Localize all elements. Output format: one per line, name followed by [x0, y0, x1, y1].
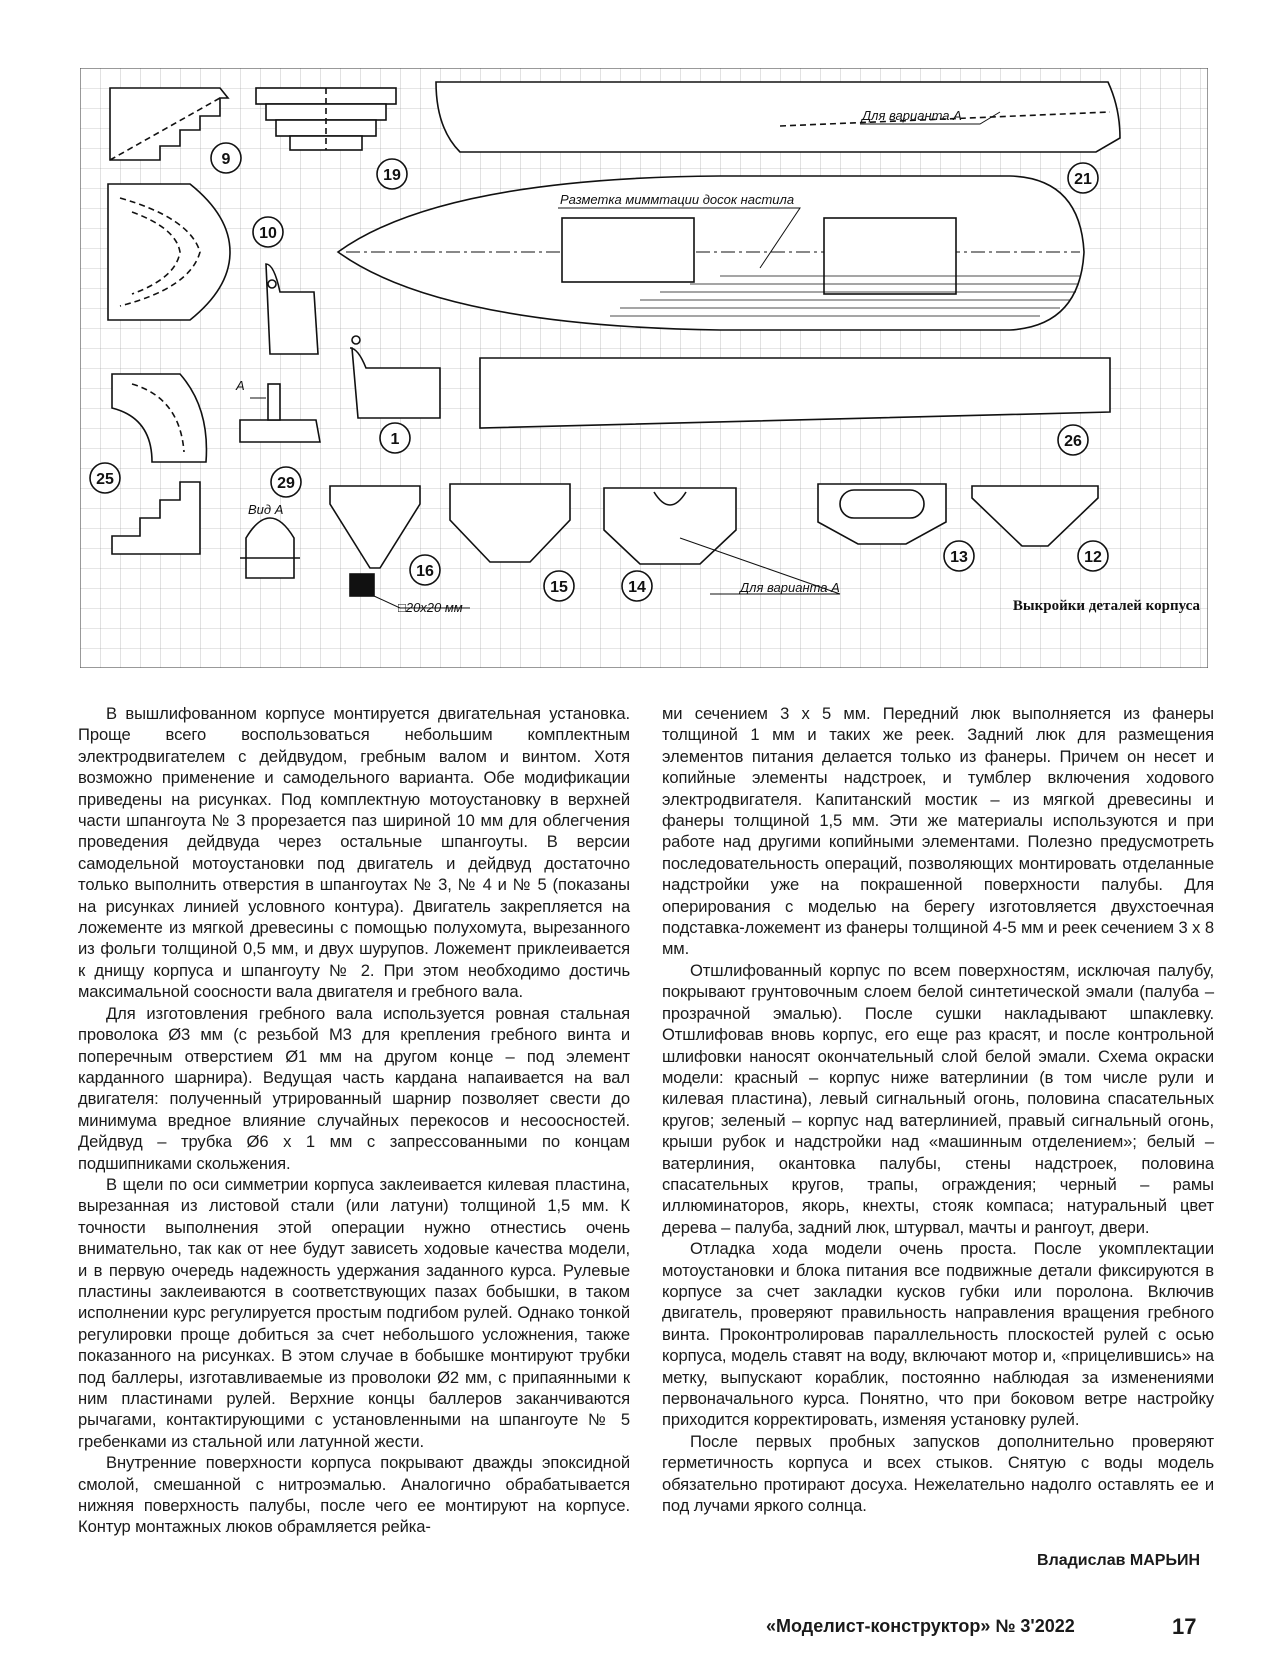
journal-title: «Моделист-конструктор» № 3'2022 — [766, 1616, 1075, 1636]
label-arrow-a: А — [236, 378, 245, 393]
article-right-column — [662, 703, 1214, 1516]
paragraph: Внутренние поверхности корпуса покрывают дважды эпоксидной смолой, смешанной с нитроэмалью. Аналогично обрабатывается нижняя поверхность палубы, после чего ее монтируют на корпусе. Контур монтажных люков обрамляется рейка- — [78, 1453, 630, 1537]
part-number-14: 14 — [628, 579, 646, 596]
label-variant-a-top: Для варианта А — [862, 108, 962, 123]
label-size: □20х20 мм — [398, 600, 463, 615]
paragraph: ми сечением 3 х 5 мм. Передний люк выполняется из фанеры толщиной 1 мм и таких же реек. Задний люк для размещения элементов питания делается только из фанеры. Причем он несет и копийные элементы надстроек, и тумблер включения ходового электродвигателя. Капитанский мостик – из мягкой древесины и фанеры толщиной 1,5 мм. Эти же материалы используются и при работе над другими копийными элементами. Полезно предусмотреть последовательность операций, позволяющих монтировать отделанные надстройки уже на покрашенной поверхности палубы. Для оперирования с моделью на берегу изготовляется двухстоечная подставка-ложемент из фанеры толщиной 4-5 мм и реек сечением 3 х 8 мм. — [662, 704, 1214, 959]
part-number-25: 25 — [96, 471, 114, 488]
part-number-29: 29 — [277, 475, 295, 492]
paragraph: Для изготовления гребного вала используется ровная стальная проволока Ø3 мм (с резьбой М3 для крепления гребного винта и поперечным отверстием Ø1 мм на другом конце – под элемент карданного шарнира). Ведущая часть кардана напаивается на вал двигателя: полученный утрированный шарнир позволяет свести до минимума вредное влияние случайных перекосов и несоосностей. Дейдвуд – трубка Ø6 х 1 мм с запрессованными по концам подшипниками скольжения. — [78, 1003, 630, 1173]
front-hatch — [562, 218, 694, 282]
rear-hatch — [824, 218, 956, 294]
part-21-shape — [436, 82, 1120, 152]
part-number-19: 19 — [383, 167, 401, 184]
label-deck-marking: Разметка миммтации досок настила — [560, 192, 795, 207]
paragraph: Отшлифованный корпус по всем поверхностям, исключая палубу, покрывают грунтовочным слоем белой синтетической эмали (палуба – прозрачной эмалью). После сушки накладывают шпаклевку. Отшлифовав вновь корпус, его еще раз красят, и после контрольной шлифовки наносят окончательный слой белой эмали. Схема окраски модели: красный – корпус ниже ватерлинии (в том числе рули и килевая пластина), левый сигнальный огонь, половина спасательных кругов; зеленый – корпус над ватерлинией, правый сигнальный огонь, крыши рубок и надстройки над «машинным отделением»; белый – ватерлиния, окантовка палубы, стены надстроек, половина спасательных кругов, трапы, ограждения; черный – рамы иллюминаторов, якорь, кнехты, стояк компаса; натуральный цвет дерева – палуба, задний люк, штурвал, мачты и рангоут, двери. — [662, 960, 1214, 1237]
part-number-16: 16 — [416, 563, 434, 580]
label-view-a: Вид А — [248, 502, 284, 517]
part-number-15: 15 — [550, 579, 568, 596]
paragraph: После первых пробных запусков дополнительно проверяют герметичность корпуса и всех стыков. Снятую с воды модель обязательно протирают досуха. Нежелательно надолго оставлять ее и под лучами яркого солнца. — [662, 1431, 1214, 1516]
size-square — [350, 574, 374, 596]
paragraph: В щели по оси симметрии корпуса заклеивается килевая пластина, вырезанная из листовой стали (или латуни) толщиной 1,5 мм. К точности выполнения этой операции нужно отнестись очень внимательно, так как от нее будут зависеть ходовые качества модели, и в первую очередь надежность удержания заданного курса. Рулевые пластины заклеиваются в соответствующих пазах бобышки, в таком исполнении курс регулируется простым подгибом рулей. Однако тонкой регулировки проще добиться за счет небольшого усложнения, также показанного на рисунках. В этом случае в бобышке монтируют трубки под баллеры, изготавливаемые из проволоки Ø2 мм, с припаянными к ним пластинами рулей. Верхние концы баллеров заканчиваются рычагами, контактирующими с установленными на шпангоуте № 5 гребенками из стальной или латунной жести. — [78, 1174, 630, 1451]
part-number-10: 10 — [259, 225, 277, 242]
figure-caption: Выкройки деталей корпуса — [1012, 598, 1200, 614]
author-name: Владислав МАРЬИН — [1037, 1552, 1200, 1569]
hull-parts-drawing — [80, 68, 1208, 668]
part-number-26: 26 — [1064, 433, 1082, 450]
part-10-shape — [108, 184, 230, 320]
part-number-1: 1 — [390, 431, 400, 448]
part-number-21: 21 — [1074, 171, 1092, 188]
page-number: 17 — [1172, 1614, 1197, 1639]
part-number-13: 13 — [950, 549, 968, 566]
paragraph: Отладка хода модели очень проста. После укомплектации мотоустановки и блока питания все подвижные детали фиксируются в корпусе за счет закладки кусков губки или поролона. Включив двигатель, проверяют правильность направления вращения гребного винта. Проконтролировав параллельность плоскостей рулей с осью корпуса, модель ставят на воду, включают мотор и, «прицелившись» на метку, выпускают кораблик, постоянно наблюдая за изменениями первоначального курса. Понятно, что при боковом ветре настройку приходится корректировать, изменяя установку рулей. — [662, 1239, 1214, 1430]
paragraph: В вышлифованном корпусе монтируется двигательная установка. Проще всего воспользоваться небольшим комплектным электродвигателем с дейдвудом, гребным валом и винтом. Хотя возможно применение и самодельного варианта. Обе модификации приведены на рисунках. Под комплектную мотоустановку в верхней части шпангоута № 3 прорезается паз шириной 10 мм для облегчения проведения дейдвуда через остальные шпангоуты. В версии самодельной мотоустановки под двигатель и дейдвуд достаточно только выполнить отверстия в шпангоутах № 3, № 4 и № 5 (показаны на рисунках линией условного контура). Двигатель закрепляется на ложементе из мягкой древесины с помощью полухомута, вырезанного из фольги толщиной 0,5 мм, и двух шурупов. Ложемент приклеивается к днищу корпуса и шпангоуту № 2. При этом необходимо достичь максимальной соосности вала двигателя и гребного вала. — [78, 704, 630, 1002]
label-variant-a-bottom: Для варианта А — [740, 580, 840, 595]
article-left-column — [78, 703, 630, 1538]
part-number-9: 9 — [221, 151, 231, 168]
part-number-12: 12 — [1084, 549, 1102, 566]
